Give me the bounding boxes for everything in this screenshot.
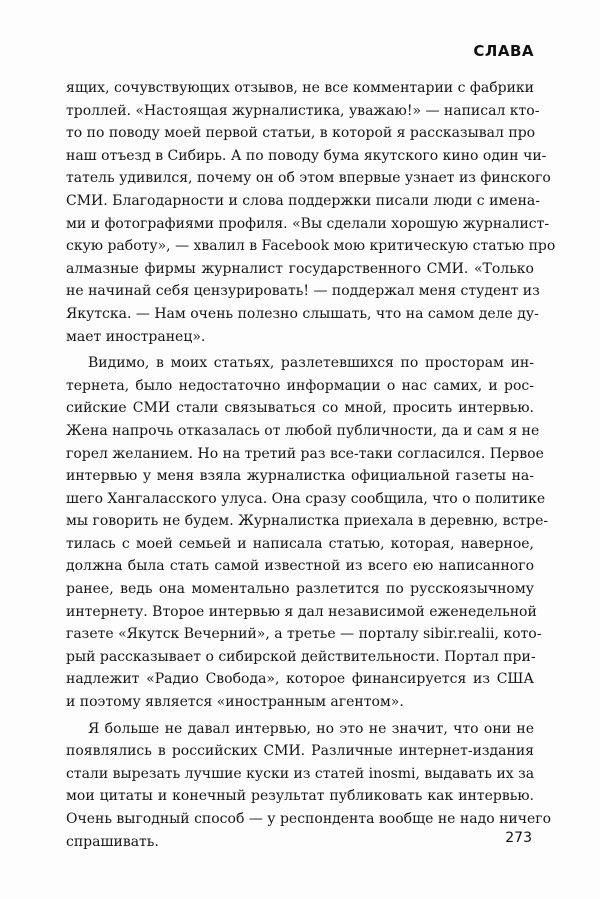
running-head: СЛАВА [473, 42, 534, 60]
text-line: мои цитаты и конечный результат публиковать как интервью. [66, 788, 534, 805]
text-line: горел желанием. Но на третий раз все-таки согласился. Первое [66, 445, 544, 462]
text-line: Видимо, в моих статьях, разлетевшихся по просторам ин- [88, 355, 534, 372]
text-line: ранее, ведь она моментально разлетится по русскоязычному [66, 581, 534, 598]
text-line: татель удивился, почему он об этом впервые узнает из финского [66, 170, 551, 187]
text-line: алмазные фирмы журналист государственного СМИ. «Только [66, 260, 534, 277]
text-line: рый рассказывает о сибирской действительности. Портал при- [66, 648, 536, 665]
paragraph-2 [66, 352, 549, 714]
text-line: тилась с моей семьей и написала статью, которая, наверное, [66, 535, 534, 552]
text-line: скую работу», — хвалил в Facebook мою критическую статью про [66, 238, 556, 255]
text-line: наш отъезд в Сибирь. А по поводу бума якутского кино один чи- [66, 147, 547, 164]
text-line: интервью у меня взяла журналистка официальной газеты на- [66, 468, 534, 485]
text-line: газете «Якутск Вечерний», а третье — порталу sibir.realii, кото- [66, 626, 542, 643]
text-line: Якутска. — Нам очень полезно слышать, что на самом деле ду- [66, 305, 539, 322]
text-line: сийские СМИ стали связываться со мной, просить интервью. [66, 400, 534, 417]
paragraph-3 [66, 718, 552, 854]
text-line: надлежит «Радио Свобода», которое финансируется из США [66, 671, 534, 688]
text-line: троллей. «Настоящая журналистика, уважаю!» — написал кто- [66, 102, 540, 119]
text-line: спрашивать. [66, 833, 159, 850]
text-line: должна была стать самой известной из всего ею написанного [66, 558, 534, 575]
text-line: и поэтому является «иностранным агентом». [66, 694, 404, 711]
text-line: Жена напрочь отказалась от любой публичности, да и сам я не [66, 422, 540, 439]
page-number: 273 [505, 830, 532, 846]
text-line: тернета, было недостаточно информации о нас самих, и рос- [66, 377, 534, 394]
text-line: мает иностранец». [66, 328, 206, 345]
text-line: шего Хангаласского улуса. Она сразу сообщила, что о политике [66, 490, 546, 507]
paragraph-1 [66, 77, 556, 348]
text-line: мы говорить не будем. Журналистка приехала в деревню, встре- [66, 513, 549, 530]
text-line: ящих, сочувствующих отзывов, не все комментарии с фабрики [66, 80, 534, 96]
text-line: Я больше не давал интервью, но это не значит, что они не [88, 720, 534, 737]
text-line: не начинай себя цензурировать! — поддержал меня студент из [66, 283, 540, 300]
text-line: интернету. Второе интервью я дал независимой еженедельной [66, 603, 537, 620]
text-line: то по поводу моей первой статьи, в которой я рассказывал про [66, 125, 536, 142]
text-line: СМИ. Благодарности и слова поддержки писали люди с имена- [66, 192, 540, 209]
text-line: стали вырезать лучшие куски из статей inosmi, выдавать их за [66, 765, 535, 782]
text-line: Очень выгодный способ — у респондента вообще не надо ничего [66, 811, 552, 827]
text-line: появлялись в российских СМИ. Различные интернет-издания [66, 743, 534, 760]
text-line: ми и фотографиями профиля. «Вы сделали хорошую журналист- [66, 215, 550, 232]
body-text [66, 77, 556, 853]
